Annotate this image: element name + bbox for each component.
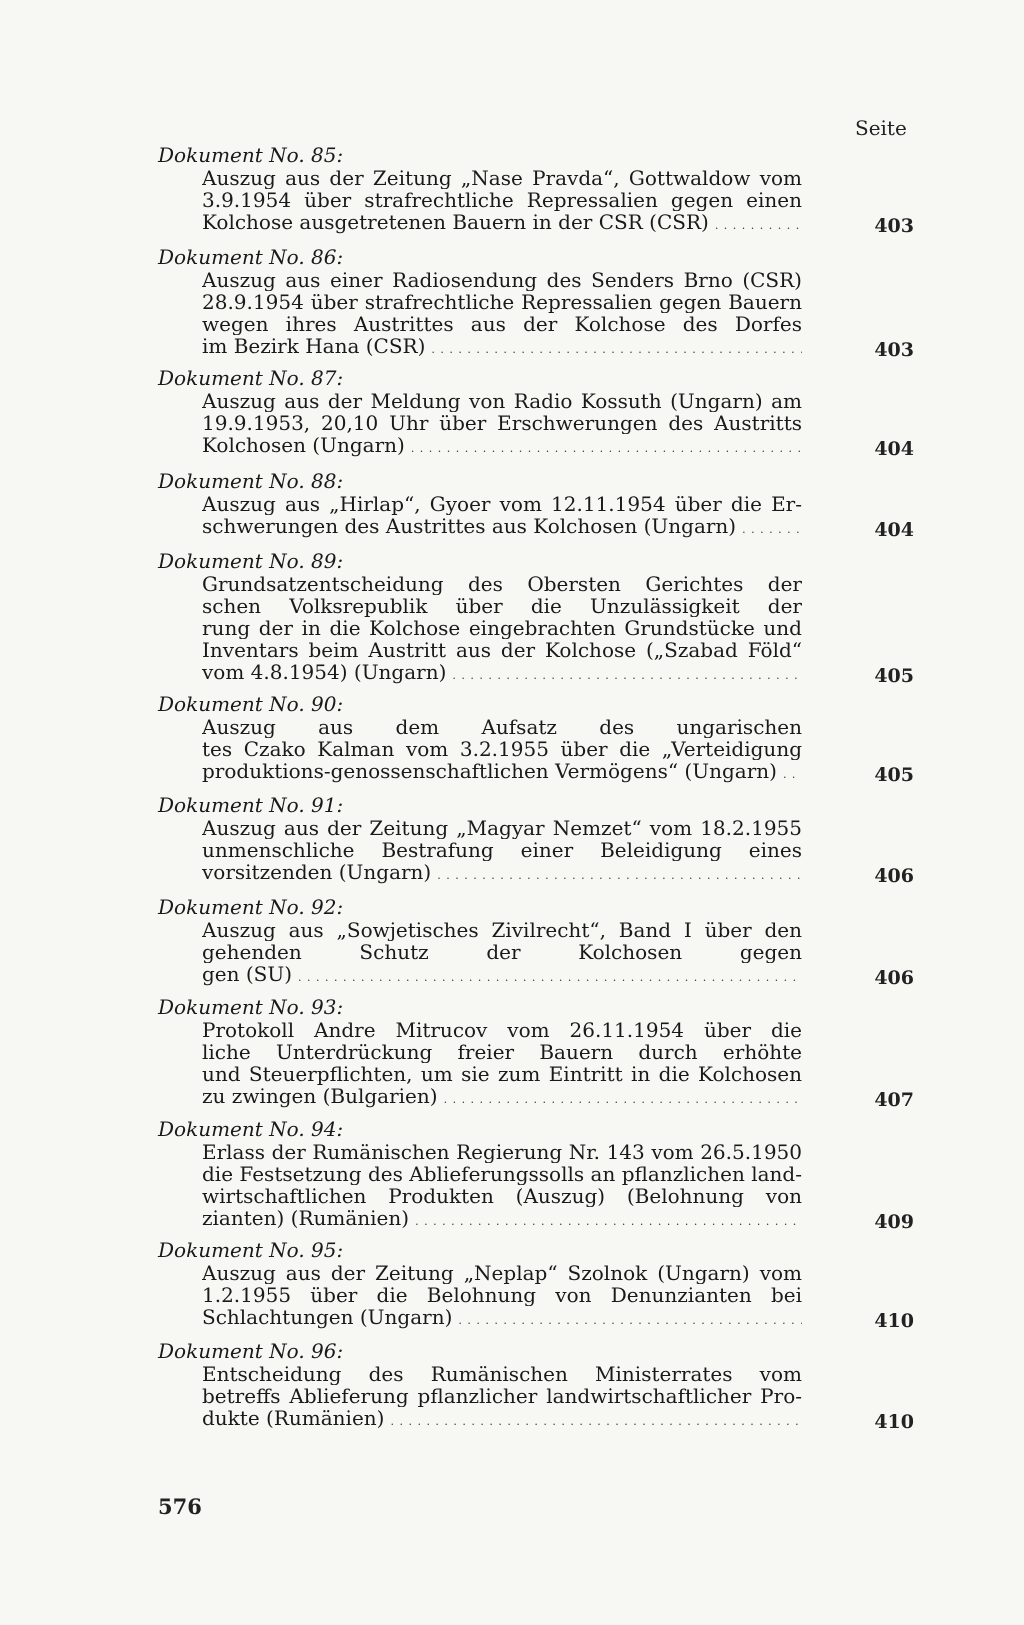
entry-page-number: 404 — [874, 519, 914, 541]
entry-title: Dokument No. 85: — [158, 143, 344, 167]
last-line-text: vorsitzenden (Ungarn) — [202, 861, 432, 884]
last-line-text: schwerungen des Austrittes aus Kolchosen (Ungarn) — [202, 515, 737, 538]
entry-title: Dokument No. 93: — [158, 995, 344, 1019]
description-line: Auszug aus dem Aufsatz des ungarischen — [202, 716, 802, 738]
dot-leader — [437, 861, 802, 887]
toc-entry — [158, 1117, 914, 1233]
description-line: Auszug aus der Zeitung „Nase Pravda“, Gottwaldow vom — [202, 167, 802, 189]
description-line: die Festsetzung des Ablieferungssolls an pflanzlichen land- — [202, 1163, 802, 1185]
description-line: 19.9.1953, 20,10 Uhr über Erschwerungen des Austritts — [202, 412, 802, 434]
description-last-line — [202, 211, 802, 237]
entry-page-number: 406 — [874, 967, 914, 989]
entry-page-number: 404 — [874, 438, 914, 460]
entry-description — [202, 1019, 802, 1111]
description-line: 3.9.1954 über strafrechtliche Repressalien gegen einen — [202, 189, 802, 211]
description-last-line — [202, 1407, 802, 1433]
description-last-line — [202, 515, 802, 541]
toc-entry — [158, 549, 914, 687]
entry-description — [202, 167, 802, 237]
entry-page-number: 405 — [874, 665, 914, 687]
description-line: Auszug aus der Zeitung „Magyar Nemzet“ vom 18.2.1955 — [202, 817, 802, 839]
description-last-line — [202, 861, 802, 887]
description-line: 28.9.1954 über strafrechtliche Repressalien gegen Bauern — [202, 291, 802, 313]
description-line: Auszug aus einer Radiosendung des Senders Brno (CSR) — [202, 269, 802, 291]
entry-page-number: 405 — [874, 764, 914, 786]
description-line: gehenden Schutz der Kolchosen gegen — [202, 941, 802, 963]
entry-description — [202, 1363, 802, 1433]
toc-entry — [158, 143, 914, 237]
dot-leader — [415, 1207, 802, 1233]
seite-column-header: Seite — [855, 116, 907, 140]
last-line-text: zianten) (Rumänien) — [202, 1207, 410, 1230]
entry-title: Dokument No. 88: — [158, 469, 344, 493]
entry-description — [202, 269, 802, 361]
entry-title: Dokument No. 90: — [158, 692, 344, 716]
description-line: betreffs Ablieferung pflanzlicher landwirtschaftlicher Pro- — [202, 1385, 802, 1407]
entry-description — [202, 817, 802, 887]
entry-page-number: 409 — [874, 1211, 914, 1233]
dot-leader — [444, 1085, 802, 1111]
description-line: wegen ihres Austrittes aus der Kolchose des Dorfes — [202, 313, 802, 335]
last-line-text: im Bezirk Hana (CSR) — [202, 335, 426, 358]
description-last-line — [202, 661, 802, 687]
entry-page-number: 407 — [874, 1089, 914, 1111]
entry-description — [202, 493, 802, 541]
description-line: Protokoll Andre Mitrucov vom 26.11.1954 über die — [202, 1019, 802, 1041]
entry-title: Dokument No. 94: — [158, 1117, 344, 1141]
description-line: unmenschliche Bestrafung einer Beleidigung eines — [202, 839, 802, 861]
entry-title: Dokument No. 86: — [158, 245, 344, 269]
dot-leader — [390, 1407, 802, 1433]
entry-description — [202, 1141, 802, 1233]
last-line-text: gen (SU) — [202, 963, 293, 986]
description-last-line — [202, 1085, 802, 1111]
description-line: Grundsatzentscheidung des Obersten Gerichtes der — [202, 573, 802, 595]
entry-title: Dokument No. 95: — [158, 1238, 344, 1262]
last-line-text: zu zwingen (Bulgarien) — [202, 1085, 438, 1108]
description-line: Auszug aus der Meldung von Radio Kossuth (Ungarn) am — [202, 390, 802, 412]
entry-page-number: 403 — [874, 339, 914, 361]
dot-leader — [783, 760, 802, 786]
entry-title: Dokument No. 87: — [158, 366, 344, 390]
toc-entry — [158, 1238, 914, 1332]
entry-page-number: 410 — [874, 1310, 914, 1332]
toc-entry — [158, 793, 914, 887]
description-last-line — [202, 1306, 802, 1332]
description-line: Auszug aus „Hirlap“, Gyoer vom 12.11.1954 über die Er- — [202, 493, 802, 515]
entry-title: Dokument No. 89: — [158, 549, 344, 573]
toc-entry — [158, 692, 914, 786]
last-line-text: dukte (Rumänien) — [202, 1407, 385, 1430]
last-line-text: produktions-genossenschaftlichen Vermögens“ (Ungarn) — [202, 760, 777, 783]
toc-entry — [158, 1339, 914, 1433]
last-line-text: Kolchosen (Ungarn) — [202, 434, 405, 457]
description-line: liche Unterdrückung freier Bauern durch erhöhte — [202, 1041, 802, 1063]
dot-leader — [742, 515, 802, 541]
description-last-line — [202, 335, 802, 361]
description-line: schen Volksrepublik über die Unzulässigkeit der — [202, 595, 802, 617]
dot-leader — [411, 434, 802, 460]
description-line: rung der in die Kolchose eingebrachten Grundstücke und — [202, 617, 802, 639]
toc-entry — [158, 895, 914, 989]
entry-description — [202, 716, 802, 786]
entry-page-number: 410 — [874, 1411, 914, 1433]
last-line-text: vom 4.8.1954) (Ungarn) — [202, 661, 447, 684]
description-line: wirtschaftlichen Produkten (Auszug) (Belohnung von — [202, 1185, 802, 1207]
description-last-line — [202, 963, 802, 989]
entry-description — [202, 1262, 802, 1332]
page-number: 576 — [158, 1494, 202, 1519]
description-line: Auszug aus der Zeitung „Neplap“ Szolnok (Ungarn) vom — [202, 1262, 802, 1284]
entry-page-number: 403 — [874, 215, 914, 237]
toc-entry — [158, 995, 914, 1111]
description-line: Auszug aus „Sowjetisches Zivilrecht“, Band I über den — [202, 919, 802, 941]
entry-title: Dokument No. 96: — [158, 1339, 344, 1363]
last-line-text: Schlachtungen (Ungarn) — [202, 1306, 453, 1329]
entry-page-number: 406 — [874, 865, 914, 887]
entry-description — [202, 919, 802, 989]
last-line-text: Kolchose ausgetretenen Bauern in der CSR (CSR) — [202, 211, 709, 234]
description-last-line — [202, 434, 802, 460]
entry-title: Dokument No. 92: — [158, 895, 344, 919]
toc-entry — [158, 245, 914, 361]
dot-leader — [298, 963, 802, 989]
description-last-line — [202, 1207, 802, 1233]
dot-leader — [715, 211, 802, 237]
dot-leader — [452, 661, 802, 687]
description-line: Inventars beim Austritt aus der Kolchose („Szabad Föld“ — [202, 639, 802, 661]
toc-entry — [158, 469, 914, 541]
description-line: Entscheidung des Rumänischen Ministerrates vom — [202, 1363, 802, 1385]
entry-description — [202, 573, 802, 687]
description-line: tes Czako Kalman vom 3.2.1955 über die „Verteidigung — [202, 738, 802, 760]
description-line: 1.2.1955 über die Belohnung von Denunzianten bei — [202, 1284, 802, 1306]
entry-description — [202, 390, 802, 460]
description-line: und Steuerpflichten, um sie zum Eintritt in die Kolchosen — [202, 1063, 802, 1085]
toc-entry — [158, 366, 914, 460]
description-last-line — [202, 760, 802, 786]
dot-leader — [431, 335, 802, 361]
description-line: Erlass der Rumänischen Regierung Nr. 143 vom 26.5.1950 — [202, 1141, 802, 1163]
dot-leader — [458, 1306, 802, 1332]
entry-title: Dokument No. 91: — [158, 793, 344, 817]
